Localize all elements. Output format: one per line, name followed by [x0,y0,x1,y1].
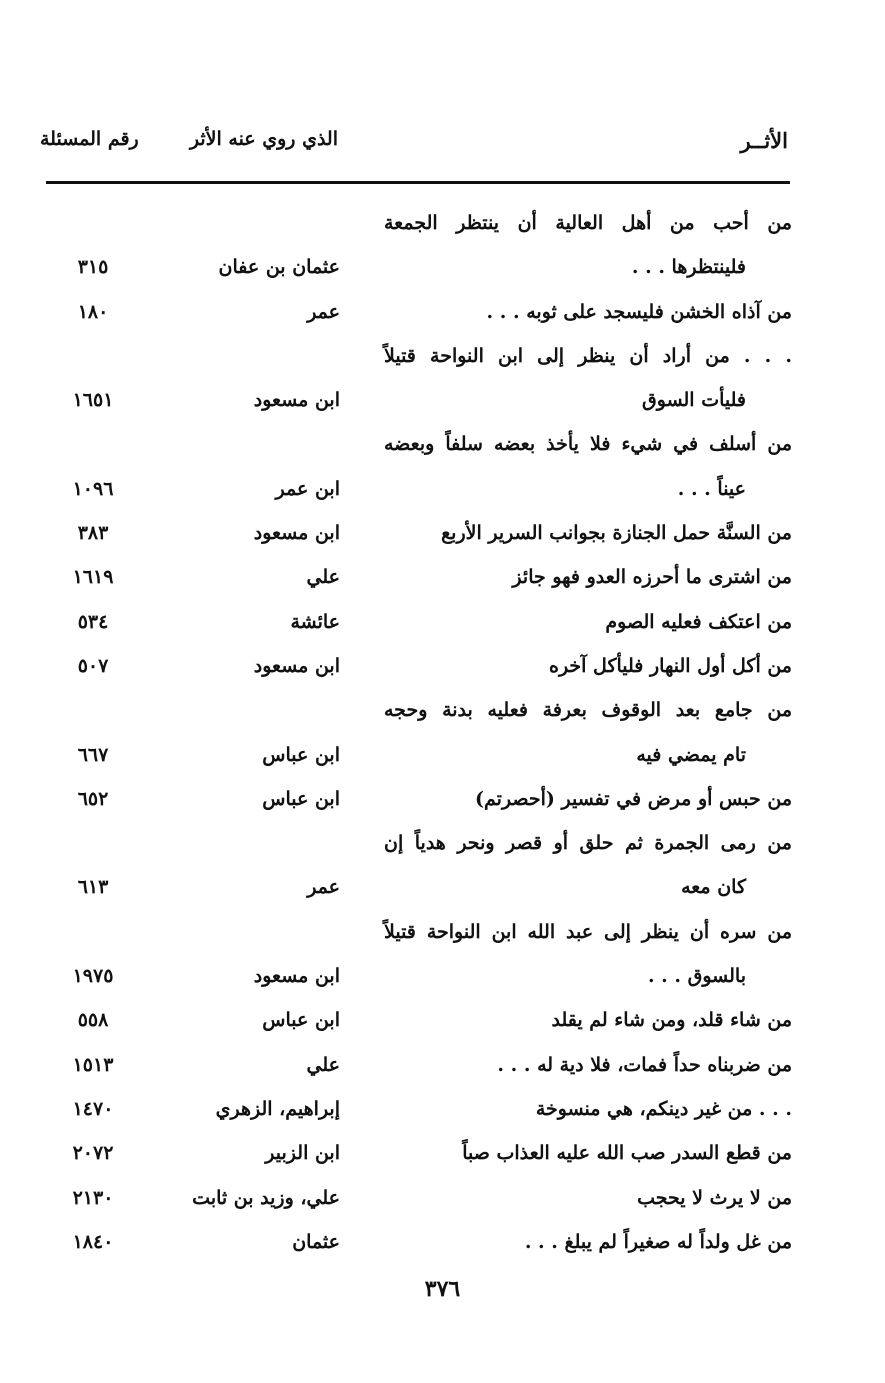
narrator-name: عثمان بن عفان [218,256,340,279]
index-table [40,201,792,1264]
table-row [40,600,792,644]
narrator-name: عائشة [290,610,340,633]
table-row [40,290,792,334]
narrator-name: ابن مسعود [253,389,340,412]
table-row [40,1220,792,1264]
question-number: ١٤٧٠ [72,1097,114,1120]
athar-line: من آذاه الخشن فليسجد على ثوبه . . . [486,300,792,323]
header-question-number: رقم المسئلة [40,128,139,150]
athar-text [384,821,792,910]
narrator-name: علي، وزيد بن ثابت [192,1186,340,1209]
athar-text [384,334,792,423]
athar-text [384,1087,792,1131]
athar-text [384,201,792,290]
athar-line: من غل ولداً له صغيراً لم يبلغ . . . [524,1230,792,1253]
question-number: ٦٦٧ [77,743,109,766]
narrator-name: ابن مسعود [253,654,340,677]
athar-line: من اعتكف فعليه الصوم [605,610,792,633]
athar-line: فليأت السوق [642,389,746,412]
athar-text [384,910,792,999]
table-row [40,1087,792,1131]
narrator-name: إبراهيم، الزهري [215,1097,340,1120]
athar-line: عيناً . . . [677,477,746,500]
table-row [40,644,792,688]
question-number: ١٨٠ [77,300,109,323]
athar-line: كان معه [681,876,746,899]
narrator-name: ابن مسعود [253,965,340,988]
athar-line: . . . من غير دينكم، هي منسوخة [535,1097,792,1120]
athar-text [384,1131,792,1175]
athar-line: من ضربناه حداً فمات، فلا دية له . . . [497,1053,792,1076]
athar-line: من حبس أو مرض في تفسير (أحصرتم) [475,787,792,810]
header-rule [46,181,790,184]
table-row [40,1131,792,1175]
athar-line: من سره أن ينظر إلى عبد الله ابن النواحة قتيلاً [384,920,792,943]
table-row [40,555,792,599]
athar-line: من رمى الجمرة ثم حلق أو قصر ونحر هدياً إن [384,832,792,855]
athar-line: من أحب من أهل العالية أن ينتظر الجمعة [384,212,792,234]
athar-text [384,600,792,644]
question-number: ٢١٣٠ [72,1186,114,1209]
table-row [40,422,792,511]
question-number: ٥٠٧ [77,654,109,677]
question-number: ١٨٤٠ [72,1230,114,1253]
header-narrator: الذي روي عنه الأثر [189,128,338,150]
narrator-name: عمر [307,876,340,899]
athar-line: تام يمضي فيه [636,743,746,766]
athar-text [384,644,792,688]
question-number: ٣١٥ [77,256,109,279]
table-row [40,777,792,821]
question-number: ٣٨٣ [77,522,109,545]
table-row [40,511,792,555]
athar-text [384,688,792,777]
athar-line: . . . من أراد أن ينظر إلى ابن النواحة قتيلاً [384,344,793,367]
athar-line: من شاء قلد، ومن شاء لم يقلد [551,1009,792,1032]
athar-line: من اشترى ما أحرزه العدو فهو جائز [512,566,792,589]
question-number: ١٩٧٥ [72,965,114,988]
narrator-name: ابن الزبير [265,1142,340,1165]
question-number: ٥٥٨ [77,1009,109,1032]
table-row [40,334,792,423]
table-row [40,1043,792,1087]
athar-line: من السنَّة حمل الجنازة بجوانب السرير الأربع [441,522,792,545]
narrator-name: ابن عباس [262,743,340,766]
narrator-name: عثمان [292,1230,340,1253]
table-row [40,821,792,910]
table-row [40,688,792,777]
table-row [40,201,792,290]
athar-line: فلينتظرها . . . [631,256,746,279]
question-number: ٥٣٤ [77,610,109,633]
table-header [40,128,790,168]
athar-text [384,1220,792,1264]
athar-line: من أكل أول النهار فليأكل آخره [548,654,792,677]
header-athar: الأثــر [740,128,788,153]
narrator-name: ابن عمر [275,477,340,500]
table-row [40,1176,792,1220]
athar-line: من أسلف في شيء فلا يأخذ بعضه سلفاً وبعضه [384,433,792,456]
question-number: ٦١٣ [77,876,109,899]
narrator-name: ابن مسعود [253,522,340,545]
page-number: ٣٧٦ [424,1276,461,1302]
question-number: ١٠٩٦ [72,477,114,500]
athar-text [384,511,792,555]
question-number: ٢٠٧٢ [72,1142,114,1165]
athar-line: بالسوق . . . [647,965,746,988]
question-number: ١٦٥١ [72,389,114,412]
narrator-name: ابن عباس [262,1009,340,1032]
athar-line: من قطع السدر صب الله عليه العذاب صباً [462,1142,792,1165]
narrator-name: ابن عباس [262,787,340,810]
athar-text [384,422,792,511]
athar-text [384,998,792,1042]
athar-text [384,777,792,821]
question-number: ١٥١٣ [72,1053,114,1076]
narrator-name: علي [306,1053,340,1076]
question-number: ٦٥٢ [77,787,109,810]
athar-text [384,290,792,334]
athar-text [384,1043,792,1087]
athar-text [384,555,792,599]
question-number: ١٦١٩ [72,566,114,589]
table-row [40,910,792,999]
athar-line: من جامع بعد الوقوف بعرفة فعليه بدنة وحجه [384,699,792,722]
narrator-name: عمر [307,300,340,323]
table-row [40,998,792,1042]
narrator-name: علي [306,566,340,589]
athar-line: من لا يرث لا يحجب [637,1186,792,1209]
athar-text [384,1176,792,1220]
